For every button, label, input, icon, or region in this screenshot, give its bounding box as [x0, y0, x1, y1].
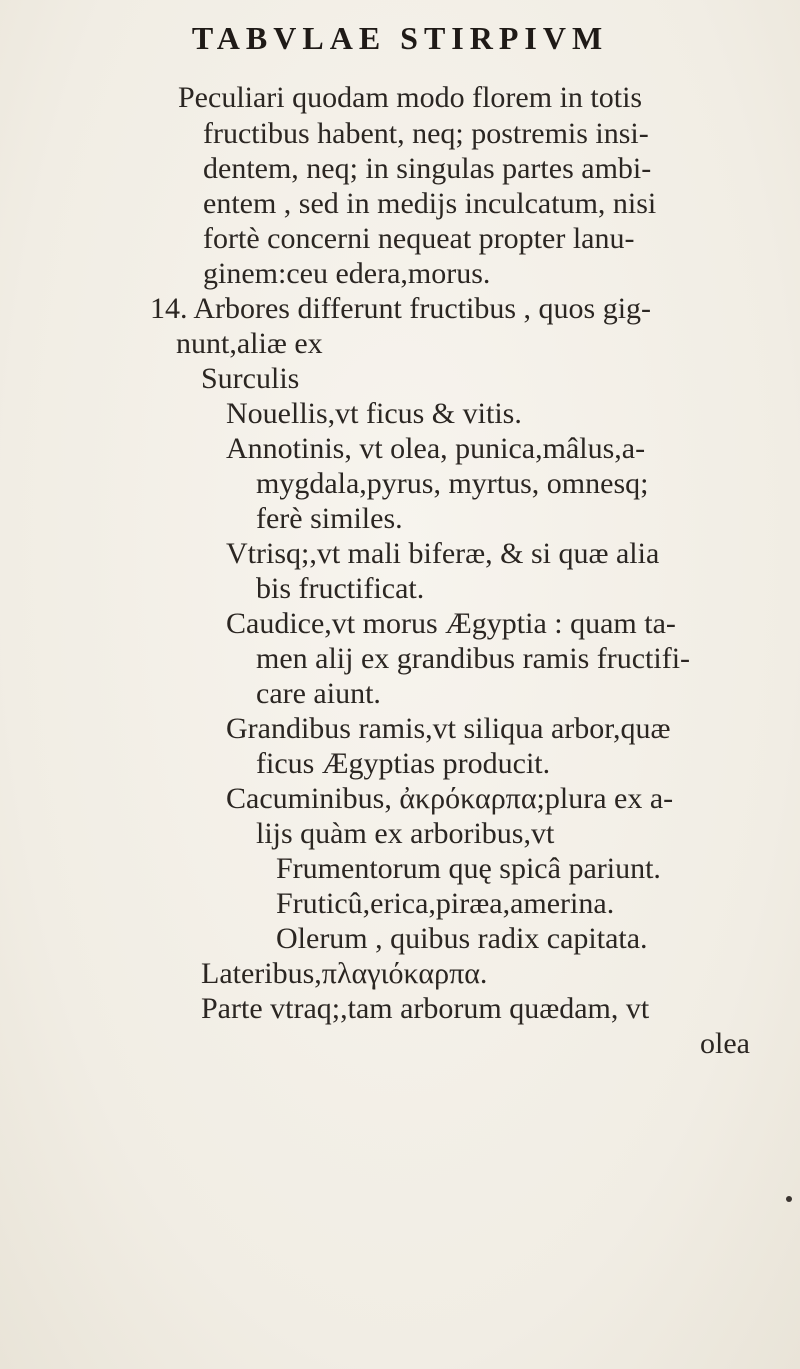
text-line: nunt,aliæ ex	[176, 327, 323, 360]
text-line: entem , sed in medijs inculcatum, nisi	[203, 187, 657, 220]
text-line: Caudice,vt morus Ægyptia : quam ta-	[226, 607, 676, 640]
text-line: Frumentorum quę spicâ pariunt.	[276, 852, 661, 885]
text-line: olea	[700, 1027, 750, 1060]
text-line: Surculis	[201, 362, 300, 395]
text-line: Fruticû,erica,piræa,amerina.	[276, 887, 615, 920]
text-line: Grandibus ramis,vt siliqua arbor,quæ	[226, 712, 671, 745]
text-line: bis fructificat.	[256, 572, 425, 605]
text-line: Cacuminibus, ἀκρόκαρπα;plura ex a-	[226, 782, 674, 815]
text-line: lijs quàm ex arboribus,vt	[256, 817, 555, 850]
text-line: mygdala,pyrus, myrtus, omnesq;	[256, 467, 649, 500]
text-line: men alij ex grandibus ramis fructifi-	[256, 642, 691, 675]
text-line: ficus Ægyptias producit.	[256, 747, 551, 780]
text-line: care aiunt.	[256, 677, 381, 710]
running-header: TABVLAE STIRPIVM	[191, 20, 609, 56]
text-line: dentem, neq; in singulas partes ambi-	[203, 152, 652, 185]
text-line: Peculiari quodam modo florem in totis	[178, 81, 643, 114]
text-line: fructibus habent, neq; postremis insi-	[203, 117, 649, 150]
text-line: Lateribus,πλαγιόκαρπα.	[201, 957, 488, 990]
text-line: Olerum , quibus radix capitata.	[276, 922, 648, 955]
text-line: Parte vtraq;,tam arborum quædam, vt	[201, 992, 650, 1025]
text-line: ferè similes.	[256, 502, 403, 535]
text-line: fortè concerni nequeat propter lanu-	[203, 222, 635, 255]
text-line: 14. Arbores differunt fructibus , quos gig-	[150, 292, 652, 325]
ink-speck	[786, 1196, 792, 1202]
text-line: Vtrisq;,vt mali biferæ, & si quæ alia	[226, 537, 660, 570]
text-line: Nouellis,vt ficus & vitis.	[226, 397, 522, 430]
text-line: ginem:ceu edera,morus.	[203, 257, 491, 290]
text-line: Annotinis, vt olea, punica,mâlus,a-	[226, 432, 646, 465]
